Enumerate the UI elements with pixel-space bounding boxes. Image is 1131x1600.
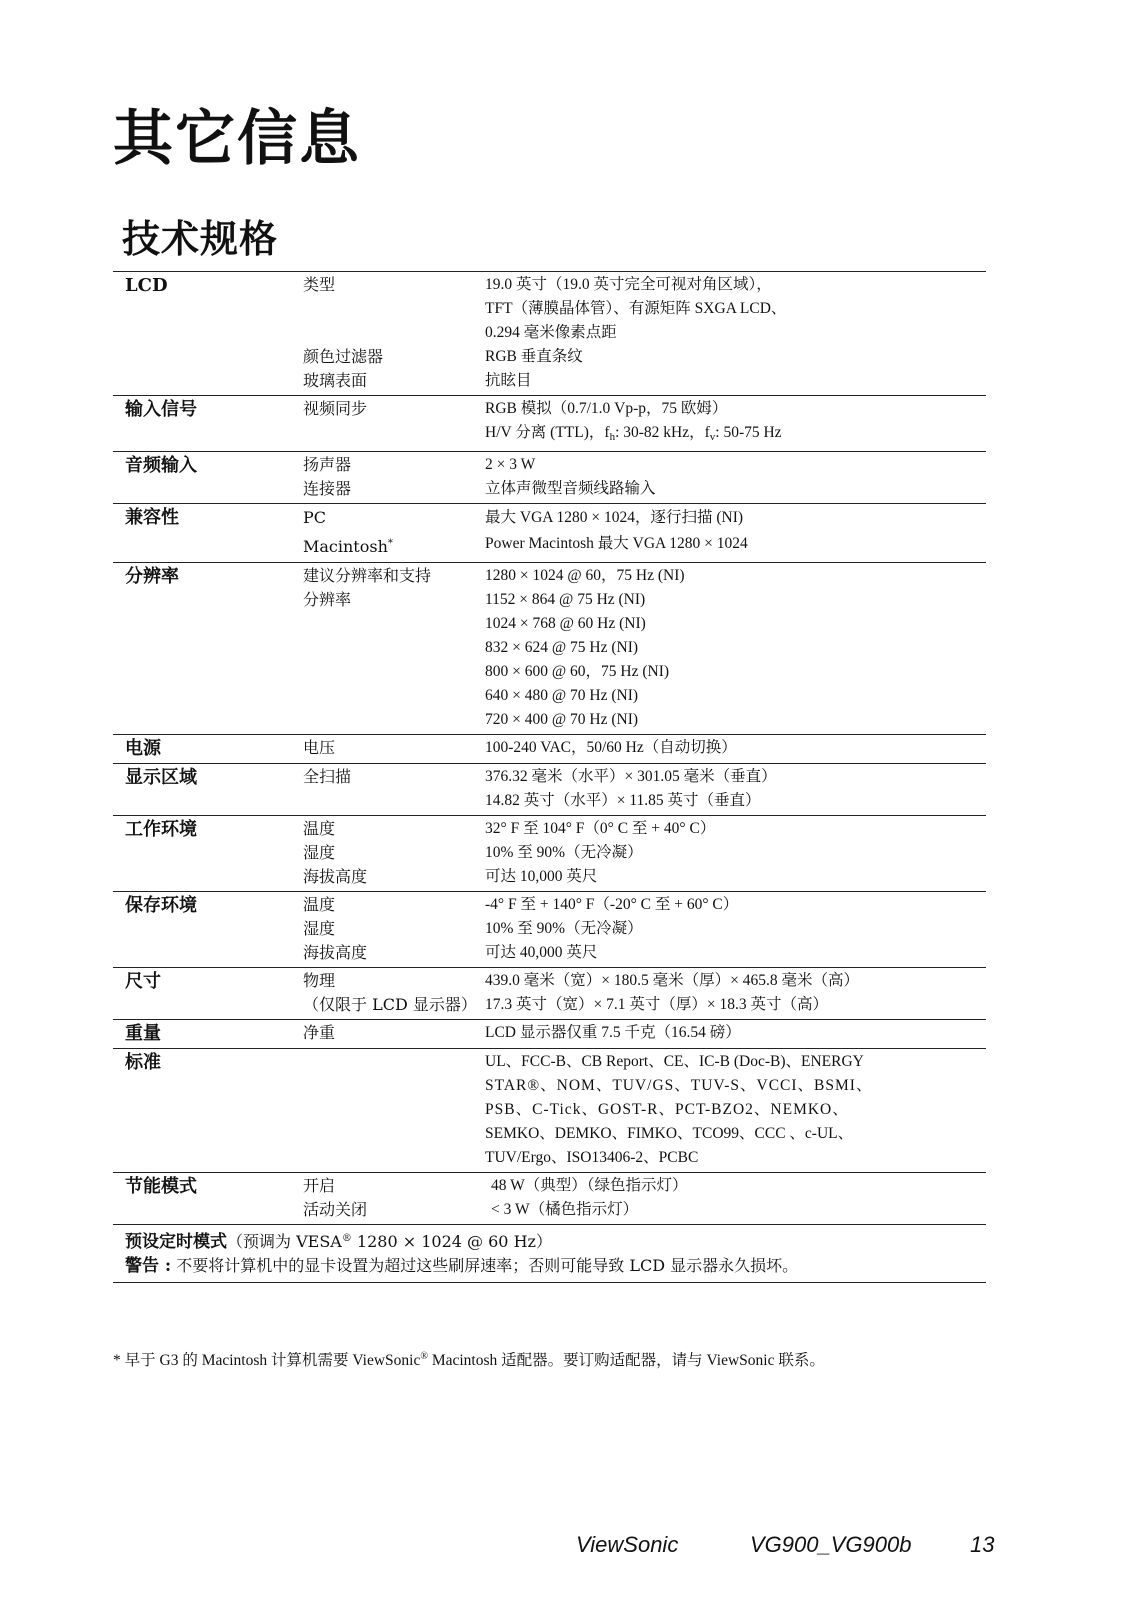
value-line: 832 × 624 @ 75 Hz (NI) <box>485 639 639 656</box>
row-values <box>485 1050 986 1170</box>
sub-item <box>303 297 485 321</box>
value-line: 376.32 毫米（水平）× 301.05 毫米（垂直） <box>485 768 777 785</box>
value-line: TUV/Ergo、ISO13406-2、PCBC <box>485 1149 699 1166</box>
row-values <box>485 1021 986 1046</box>
value-line: PSB、C-Tick、GOST-R、PCT-BZO2、NEMKO、 <box>485 1101 849 1118</box>
spec-row-display-area <box>113 764 986 816</box>
row-values <box>485 817 986 889</box>
footer-model: VG900_VG900b <box>750 1532 912 1557</box>
value-line: 640 × 480 @ 70 Hz (NI) <box>485 687 639 704</box>
row-values <box>485 893 986 965</box>
value-line: 可达 40,000 英尺 <box>485 944 598 961</box>
value-line: 最大 VGA 1280 × 1024，逐行扫描 (NI) <box>485 509 744 526</box>
value-line: 抗眩目 <box>485 372 532 389</box>
value-line: 48 W（典型）（绿色指示灯） <box>491 1177 688 1194</box>
spec-row-resolution <box>113 563 986 735</box>
spec-row-storage-env <box>113 892 986 968</box>
row-label: 电源 <box>125 738 161 759</box>
spec-row-audio-input <box>113 452 986 504</box>
row-label: 兼容性 <box>125 507 179 528</box>
value-line: UL、FCC-B、CB Report、CE、IC-B (Doc-B)、ENERGY <box>485 1053 864 1070</box>
value-line: 立体声微型音频线路输入 <box>485 480 656 497</box>
value-line: 800 × 600 @ 60，75 Hz (NI) <box>485 663 670 680</box>
value-line: SEMKO、DEMKO、FIMKO、TCO99、CCC 、c-UL、 <box>485 1125 854 1142</box>
spec-row-lcd <box>113 272 986 396</box>
row-sub <box>303 505 485 560</box>
row-values <box>485 397 986 449</box>
value-line: 17.3 英寸（宽）× 7.1 英寸（厚）× 18.3 英寸（高） <box>485 996 828 1013</box>
sub-item: 温度 <box>303 819 336 838</box>
sub-item: 温度 <box>303 895 336 914</box>
row-label: 节能模式 <box>125 1176 197 1197</box>
spec-row-power-saving <box>113 1173 986 1225</box>
row-sub <box>303 1050 485 1170</box>
sub-item: PC <box>303 508 327 527</box>
sub-item: 湿度 <box>303 919 336 938</box>
row-sub <box>303 453 485 501</box>
spec-row-weight <box>113 1020 986 1049</box>
sub-item: 扬声器 <box>303 455 352 474</box>
value-line: 10% 至 90%（无冷凝） <box>485 844 643 861</box>
value-line: 可达 10,000 英尺 <box>485 868 598 885</box>
row-values <box>485 453 986 501</box>
row-values <box>485 273 986 393</box>
sub-item: 活动关闭 <box>303 1200 368 1219</box>
spec-table <box>113 271 986 1283</box>
row-label: 音频输入 <box>125 455 197 476</box>
value-line: Power Macintosh 最大 VGA 1280 × 1024 <box>485 535 748 552</box>
sub-item: （仅限于 LCD 显示器） <box>303 995 477 1014</box>
value-line: -4° F 至 + 140° F（-20° C 至 + 60° C） <box>485 896 739 913</box>
row-values <box>485 505 986 560</box>
spec-row-power <box>113 735 986 764</box>
row-sub <box>303 564 485 732</box>
sub-item: 建议分辨率和支持 <box>303 566 432 585</box>
sub-item: 净重 <box>303 1023 336 1042</box>
value-line: 100-240 VAC，50/60 Hz（自动切换） <box>485 739 737 756</box>
warning-line: 警告 : 不要将计算机中的显卡设置为超过这些刷屏速率；否则可能导致 LCD 显示器永久损坏。 <box>125 1256 799 1276</box>
value-line: 720 × 400 @ 70 Hz (NI) <box>485 711 639 728</box>
sub-item: 全扫描 <box>303 767 352 786</box>
row-values <box>485 1174 986 1222</box>
row-label: 工作环境 <box>125 819 197 840</box>
row-values <box>485 564 986 732</box>
value-line: 0.294 毫米像素点距 <box>485 324 617 341</box>
row-sub <box>303 273 485 393</box>
sub-item: 连接器 <box>303 479 352 498</box>
preset-timing-line: 预设定时模式（预调为 VESA® 1280 × 1024 @ 60 Hz） <box>125 1232 552 1252</box>
row-label: 显示区域 <box>125 767 197 788</box>
sub-item: 电压 <box>303 738 336 757</box>
row-values <box>485 736 986 761</box>
footer-brand: ViewSonic <box>576 1532 679 1557</box>
footer-page-number: 13 <box>970 1532 995 1557</box>
spec-row-compatibility <box>113 504 986 563</box>
value-line: STAR®、NOM、TUV/GS、TUV-S、VCCI、BSMI、 <box>485 1077 873 1094</box>
row-values <box>485 969 986 1017</box>
row-sub <box>303 893 485 965</box>
row-label: 输入信号 <box>125 399 197 420</box>
preset-warning-block <box>113 1225 986 1283</box>
row-values <box>485 765 986 813</box>
row-sub <box>303 817 485 889</box>
sub-item: 颜色过滤器 <box>303 347 384 366</box>
sub-item: 分辨率 <box>303 590 352 609</box>
sub-item <box>303 1050 485 1074</box>
sub-item: 海拔高度 <box>303 867 368 886</box>
page-title: 其它信息 <box>113 104 361 174</box>
value-line: 2 × 3 W <box>485 456 536 473</box>
row-label: 尺寸 <box>125 971 161 992</box>
section-title: 技术规格 <box>122 216 279 261</box>
spec-row-operating-env <box>113 816 986 892</box>
sub-item-mac: Macintosh* <box>303 537 393 556</box>
row-label: 保存环境 <box>125 895 197 916</box>
sub-item: 玻璃表面 <box>303 371 368 390</box>
value-line: 19.0 英寸（19.0 英寸完全可视对角区域）， <box>485 276 772 293</box>
row-sub <box>303 736 485 761</box>
sub-item: 开启 <box>303 1176 336 1195</box>
spec-row-input-signal <box>113 396 986 452</box>
sub-item: 海拔高度 <box>303 943 368 962</box>
value-line-hv: H/V 分离 (TTL)，$f_h$: 30-82 kHz，$f_v$: 50-75 Hz <box>485 424 782 443</box>
row-sub <box>303 765 485 813</box>
value-line: 1024 × 768 @ 60 Hz (NI) <box>485 615 646 632</box>
value-line: TFT（薄膜晶体管）、有源矩阵 SXGA LCD、 <box>485 300 787 317</box>
value-line: 1280 × 1024 @ 60，75 Hz (NI) <box>485 567 685 584</box>
sub-item: 湿度 <box>303 843 336 862</box>
value-line: 439.0 毫米（宽）× 180.5 毫米（厚）× 465.8 毫米（高） <box>485 972 859 989</box>
sub-item: 物理 <box>303 971 336 990</box>
row-sub <box>303 1021 485 1046</box>
spec-row-regulations <box>113 1049 986 1173</box>
row-label: 分辨率 <box>125 566 179 587</box>
sub-item: 类型 <box>303 275 336 294</box>
value-line: RGB 模拟（0.7/1.0 Vp-p，75 欧姆） <box>485 400 728 417</box>
value-line: 10% 至 90%（无冷凝） <box>485 920 643 937</box>
footnote: * 早于 G3 的 Macintosh 计算机需要 ViewSonic® Macintosh 适配器。要订购适配器，请与 ViewSonic 联系。 <box>113 1351 825 1369</box>
value-line: LCD 显示器仅重 7.5 千克（16.54 磅） <box>485 1024 741 1041</box>
row-label: 重量 <box>125 1023 161 1044</box>
value-line: < 3 W（橘色指示灯） <box>491 1201 639 1218</box>
value-line: 1152 × 864 @ 75 Hz (NI) <box>485 591 646 608</box>
value-line: 14.82 英寸（水平）× 11.85 英寸（垂直） <box>485 792 761 809</box>
row-label: LCD <box>125 275 168 296</box>
row-sub <box>303 969 475 1017</box>
row-sub <box>303 1174 485 1222</box>
row-label: 标准 <box>125 1052 161 1073</box>
value-line: RGB 垂直条纹 <box>485 348 583 365</box>
spec-row-dimensions <box>113 968 986 1020</box>
row-sub <box>303 397 485 449</box>
sub-item: 视频同步 <box>303 399 368 418</box>
sub-item <box>303 321 485 345</box>
value-line: 32° F 至 104° F（0° C 至 + 40° C） <box>485 820 716 837</box>
